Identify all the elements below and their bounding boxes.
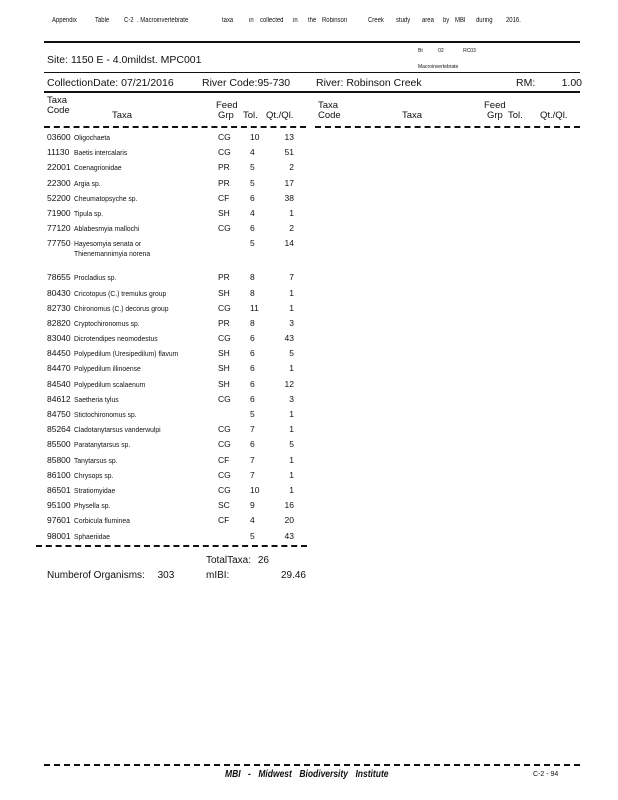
tolerance: 6 <box>250 333 255 344</box>
top-rule <box>44 41 580 43</box>
tolerance: 6 <box>250 378 255 389</box>
table-row <box>47 288 307 303</box>
table-row <box>47 208 307 223</box>
table-row <box>47 455 307 470</box>
river-code: River Code:95-730 <box>202 77 291 89</box>
tolerance: 4 <box>250 147 255 158</box>
footer-org: MBI - Midwest Biodiversity Institute <box>225 769 389 780</box>
taxa-table <box>47 132 307 546</box>
feed-group: CF <box>218 454 230 465</box>
taxa-code: 84450 <box>47 348 71 359</box>
taxa-code-header-2: Taxa Code <box>318 100 341 121</box>
feed-group: CG <box>218 302 231 313</box>
caption-word: collected <box>260 17 284 24</box>
taxa-name: Argia sp. <box>74 178 101 188</box>
tolerance: 11 <box>250 302 259 313</box>
taxa-name: Chrysops sp. <box>74 470 114 480</box>
mibi-label: mIBI: <box>206 570 230 581</box>
taxa-name: Oligochaeta <box>74 133 111 142</box>
taxa-code: 77120 <box>47 223 71 234</box>
taxa-code: 71900 <box>47 207 71 218</box>
rm-label: RM: <box>516 77 536 89</box>
tolerance: 4 <box>250 515 255 526</box>
caption-word: Appendix <box>52 17 77 24</box>
quantity: 3 <box>289 393 294 404</box>
taxa-code: 03600 <box>47 132 71 142</box>
tolerance: 5 <box>250 238 255 249</box>
taxa-name: Sphaeriidae <box>74 531 111 541</box>
taxa-name: Polypedilum illinoense <box>74 364 141 374</box>
tolerance: 5 <box>250 162 255 173</box>
taxa-code: 80430 <box>47 287 71 298</box>
taxa-code: 84750 <box>47 409 71 419</box>
caption-word: C-2 <box>124 17 134 24</box>
taxa-name: Tanytarsus sp. <box>74 455 118 465</box>
taxa-code: 85800 <box>47 454 71 465</box>
table-row <box>47 409 307 424</box>
tolerance: 10 <box>250 484 260 495</box>
taxa-code: 22001 <box>47 162 71 173</box>
qty-header-2: Qt./Ql. <box>540 110 568 121</box>
caption-word: in <box>249 17 254 24</box>
number-of-organisms: Numberof Organisms: 303 <box>47 570 175 581</box>
header-dash-left <box>44 126 306 128</box>
table-row <box>47 424 307 439</box>
taxa-name: Cladotanytarsus vanderwulpi <box>74 425 161 435</box>
feed-group: CG <box>218 424 231 435</box>
caption-word: Table <box>95 17 110 24</box>
table-row <box>47 193 307 208</box>
quantity: 12 <box>284 378 294 389</box>
tolerance: 7 <box>250 469 255 480</box>
tolerance: 5 <box>250 177 255 188</box>
taxa-code: 85264 <box>47 424 71 435</box>
qty-header: Qt./Ql. <box>266 110 294 121</box>
caption-word: by <box>443 17 450 24</box>
table-row <box>47 485 307 500</box>
tolerance: 6 <box>250 439 255 450</box>
feed-group: CG <box>218 147 231 158</box>
quantity: 13 <box>284 132 294 142</box>
quantity: 43 <box>284 333 294 344</box>
quantity: 5 <box>289 348 294 359</box>
taxa-name: Chironomus (C.) decorus group <box>74 303 169 313</box>
taxa-code: 11130 <box>47 147 70 158</box>
taxa-name: Tipula sp. <box>74 208 104 218</box>
quantity: 14 <box>284 238 294 249</box>
table-row <box>47 394 307 409</box>
taxa-header-2: Taxa <box>402 110 423 121</box>
taxa-name: Paratanytarsus sp. <box>74 440 131 450</box>
feed-group: CG <box>218 484 231 495</box>
caption-word: Creek <box>368 17 384 24</box>
taxa-code: 85500 <box>47 439 71 450</box>
table-row <box>47 147 307 162</box>
feed-group: PR <box>218 272 230 283</box>
taxa-name: Physella sp. <box>74 501 111 511</box>
tolerance: 7 <box>250 454 255 465</box>
tol-header: Tol. <box>243 110 258 121</box>
caption-word: taxa <box>222 17 234 24</box>
taxa-name: Stictochironomus sp. <box>74 410 137 419</box>
feed-group: CG <box>218 439 231 450</box>
quantity: 5 <box>289 439 294 450</box>
tolerance: 6 <box>250 363 255 374</box>
feed-header: Feed Grp <box>216 100 238 121</box>
feed-group: SH <box>218 287 230 298</box>
feed-group: CG <box>218 469 231 480</box>
feed-group: SC <box>218 500 230 511</box>
quantity: 16 <box>284 500 294 511</box>
feed-group: SH <box>218 363 230 374</box>
quantity: 1 <box>289 484 294 495</box>
taxa-code: 84612 <box>47 393 71 404</box>
tolerance: 5 <box>250 530 255 541</box>
table-row <box>47 318 307 333</box>
tolerance: 6 <box>250 223 255 234</box>
tolerance: 10 <box>250 132 260 142</box>
quantity: 1 <box>289 207 294 218</box>
taxa-name: Hayesomyia senata or Thienemannimyia norena <box>74 239 151 259</box>
taxa-code: 84540 <box>47 378 71 389</box>
caption-word: MBI <box>455 17 466 24</box>
tolerance: 4 <box>250 207 255 218</box>
header-dash-right <box>315 126 580 128</box>
tolerance: 8 <box>250 317 255 328</box>
taxa-name: Polypedilum scalaenum <box>74 379 146 389</box>
table-row <box>47 272 307 287</box>
collection-date: CollectionDate: 07/21/2016 <box>47 77 174 89</box>
taxa-code: 77750 <box>47 238 71 249</box>
tolerance: 7 <box>250 424 255 435</box>
tolerance: 5 <box>250 409 255 419</box>
header-rule <box>44 91 580 93</box>
taxa-code: 78655 <box>47 272 71 283</box>
tolerance: 6 <box>250 393 255 404</box>
quantity: 3 <box>289 317 294 328</box>
site-value: 1150 E - 4.0mildst. MPC001 <box>70 54 202 66</box>
tolerance: 9 <box>250 500 255 511</box>
quantity: 43 <box>284 530 294 541</box>
taxa-code: 84470 <box>47 363 71 374</box>
feed-group: CG <box>218 132 231 142</box>
tolerance: 8 <box>250 287 255 298</box>
table-row <box>47 348 307 363</box>
feed-group: PR <box>218 177 230 188</box>
totals-dash <box>36 545 307 547</box>
table-row <box>47 132 307 147</box>
site-tiny-bottom: Macroinvertebrate <box>418 64 459 70</box>
taxa-code: 83040 <box>47 333 71 344</box>
tolerance: 6 <box>250 348 255 359</box>
feed-header-2: Feed Grp <box>484 100 506 121</box>
taxa-name: Procladius sp. <box>74 273 117 283</box>
site-rule <box>44 72 580 73</box>
site-label: Site: <box>47 54 69 66</box>
taxa-name: Stratiomyidae <box>74 485 116 495</box>
site-line <box>47 54 201 66</box>
table-row <box>47 223 307 238</box>
table-row <box>47 333 307 348</box>
table-row <box>47 162 307 177</box>
river-name: River: Robinson Creek <box>316 77 422 89</box>
taxa-name: Ablabesmyia mallochi <box>74 224 140 234</box>
caption-word: 2016. <box>506 17 521 24</box>
taxa-code: 97601 <box>47 515 71 526</box>
feed-group: PR <box>218 162 230 173</box>
quantity: 51 <box>284 147 294 158</box>
mibi-value: 29.46 <box>280 570 306 581</box>
caption-word: the <box>308 17 317 24</box>
taxa-name: Cheumatopsyche sp. <box>74 193 138 203</box>
caption-word: during <box>476 17 493 24</box>
taxa-code: 52200 <box>47 192 71 203</box>
quantity: 1 <box>289 302 294 313</box>
tolerance: 6 <box>250 192 255 203</box>
table-row <box>47 500 307 515</box>
quantity: 7 <box>289 272 294 283</box>
taxa-header: Taxa <box>112 110 133 121</box>
taxa-name: Baetis intercalaris <box>74 148 128 158</box>
taxa-code: 82730 <box>47 302 71 313</box>
taxa-code: 86501 <box>47 484 71 495</box>
feed-group: SH <box>218 207 230 218</box>
quantity: 1 <box>289 454 294 465</box>
taxa-code: 86100 <box>47 469 71 480</box>
table-row <box>47 363 307 378</box>
taxa-name: Coenagrionidae <box>74 163 122 173</box>
taxa-code: 82820 <box>47 317 71 328</box>
quantity: 2 <box>289 223 294 234</box>
caption-word: study <box>396 17 411 24</box>
quantity: 1 <box>289 363 294 374</box>
taxa-code: 95100 <box>47 500 71 511</box>
taxa-code: 98001 <box>47 530 71 541</box>
quantity: 1 <box>289 409 294 419</box>
table-row <box>47 303 307 318</box>
quantity: 1 <box>289 424 294 435</box>
feed-group: CG <box>218 223 231 234</box>
table-row <box>47 470 307 485</box>
feed-group: PR <box>218 317 230 328</box>
taxa-name: Corbicula fluminea <box>74 516 130 526</box>
table-row <box>47 439 307 454</box>
footer-page-number: C-2 - 94 <box>533 771 559 778</box>
table-row <box>47 238 307 272</box>
quantity: 20 <box>284 515 294 526</box>
total-taxa: TotalTaxa: 26 <box>206 555 269 566</box>
taxa-name: Saetheria tylus <box>74 394 119 404</box>
quantity: 17 <box>284 177 294 188</box>
rm-value: 1.00 <box>561 77 582 89</box>
feed-group: CF <box>218 192 230 203</box>
feed-group: SH <box>218 348 230 359</box>
taxa-name: Cryptochironomus sp. <box>74 318 140 328</box>
feed-group: CG <box>218 393 231 404</box>
caption-word: . Macroinvertebrate <box>137 17 189 24</box>
taxa-code-header: Taxa Code <box>47 95 70 116</box>
caption-word: area <box>422 17 434 24</box>
table-row <box>47 515 307 530</box>
quantity: 1 <box>289 287 294 298</box>
quantity: 2 <box>289 162 294 173</box>
feed-group: CG <box>218 333 231 344</box>
feed-group: SH <box>218 378 230 389</box>
taxa-name: Cricotopus (C.) tremulus group <box>74 288 167 298</box>
quantity: 38 <box>284 192 294 203</box>
site-tiny-top: Bt 02 RC03 <box>418 48 476 54</box>
caption-word: in <box>293 17 298 24</box>
taxa-name: Dicrotendipes neomodestus <box>74 334 158 344</box>
table-row <box>47 178 307 193</box>
taxa-code: 22300 <box>47 177 71 188</box>
tolerance: 8 <box>250 272 255 283</box>
caption-word: Robinson <box>322 17 348 24</box>
table-row <box>47 531 307 546</box>
taxa-name: Polypedilum (Uresipedilum) flavum <box>74 349 179 359</box>
feed-group: CF <box>218 515 230 526</box>
table-row <box>47 379 307 394</box>
quantity: 1 <box>289 469 294 480</box>
tol-header-2: Tol. <box>508 110 523 121</box>
footer-dash <box>44 764 580 766</box>
